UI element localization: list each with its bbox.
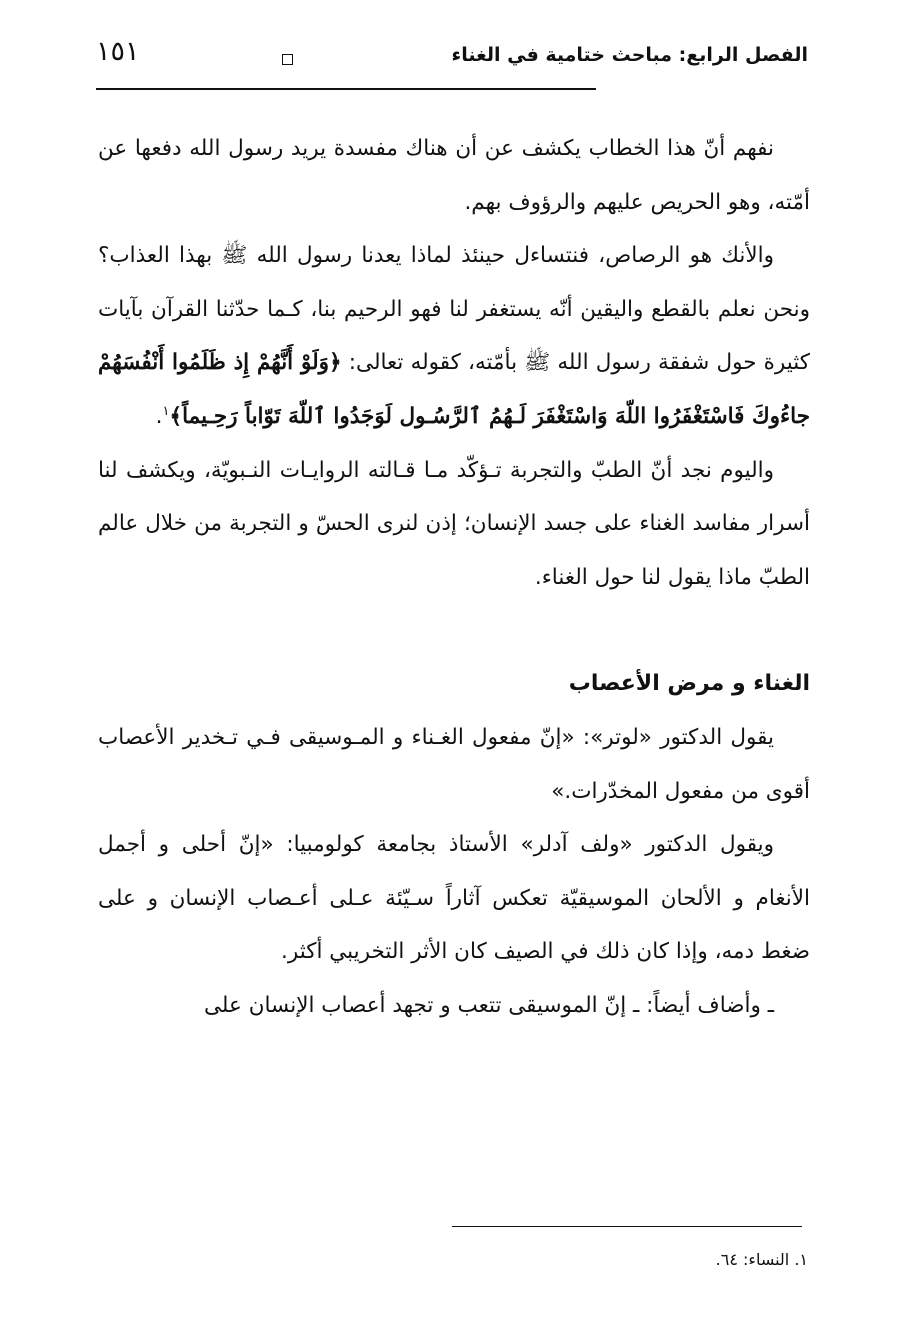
paragraph-end: . — [155, 403, 163, 429]
header-rule — [96, 88, 596, 90]
paragraph: ـ وأضاف أيضاً: ـ إنّ الموسيقى تتعب و تجهد أعصاب الإنسان على — [204, 992, 774, 1018]
page-number: ١٥١ — [96, 36, 140, 67]
footnote-rule — [452, 1226, 802, 1227]
body-text — [98, 122, 810, 1033]
chapter-title: الفصل الرابع: مباحث ختامية في الغناء — [451, 44, 808, 66]
footnote: ١. النساء: ٦٤. — [715, 1250, 808, 1269]
quran-verse: ﴿وَلَوْ أَنَّهُمْ إِذ ظَلَمُوا أَنْفُسَهُمْ جاءُوكَ فَاسْتَغْفَرُوا اللّهَ وَاسْتَغْفَرَ لَـهُمُ ٱلرَّسُـول لَوَجَدُوا ٱللّهَ تَوّاباً رَحِـيماً﴾ — [98, 350, 810, 429]
running-head — [96, 36, 808, 82]
paragraph: نفهم أنّ هذا الخطاب يكشف عن أن هناك مفسدة يريد رسول الله دفعها عن أمّته، وهو الحريص عليهم والرؤوف بهم. — [98, 136, 810, 215]
separator-box-icon — [282, 54, 293, 65]
paragraph: يقول الدكتور «لوتر»: «إنّ مفعول الغـناء و المـوسيقى فـي تـخدير الأعصاب أقوى من مفعول المخدّرات.» — [98, 724, 810, 804]
paragraph-text: والأنك هو الرصاص، فنتساءل حينئذ لماذا يعدنا رسول الله ﷺ بهذا العذاب؟ ونحن نعلم بالقطع واليقين أنّه يستغفر لنا فهو الرحيم بنا، كـما حدّثنا القرآن بآيات كثيرة حول شفقة رسول الله ﷺ بأمّته، كقوله تعالى: — [98, 243, 810, 376]
section-gap — [98, 604, 810, 657]
paragraph: ويقول الدكتور «ولف آدلر» الأستاذ بجامعة كولومبيا: «إنّ أحلى و أجمل الأنغام و الألحان الموسيقيّة تعكس آثاراً سـيّئة عـلى أعـصاب الإنسان و على ضغط دمه، وإذا كان ذلك في الصيف كان الأثر التخريبي أكثر. — [98, 832, 810, 965]
paragraph — [98, 229, 810, 443]
footnote-ref[interactable]: ١ — [162, 403, 170, 419]
section-heading: الغناء و مرض الأعصاب — [568, 671, 810, 697]
paragraph: واليوم نجد أنّ الطبّ والتجربة تـؤكّد مـا قـالته الروايـات النـبويّة، ويكشف لنا أسرار مفاسد الغناء على جسد الإنسان؛ إذن لنرى الحسّ و التجربة من خلال عالم الطبّ ماذا يقول لنا حول الغناء. — [98, 457, 810, 590]
